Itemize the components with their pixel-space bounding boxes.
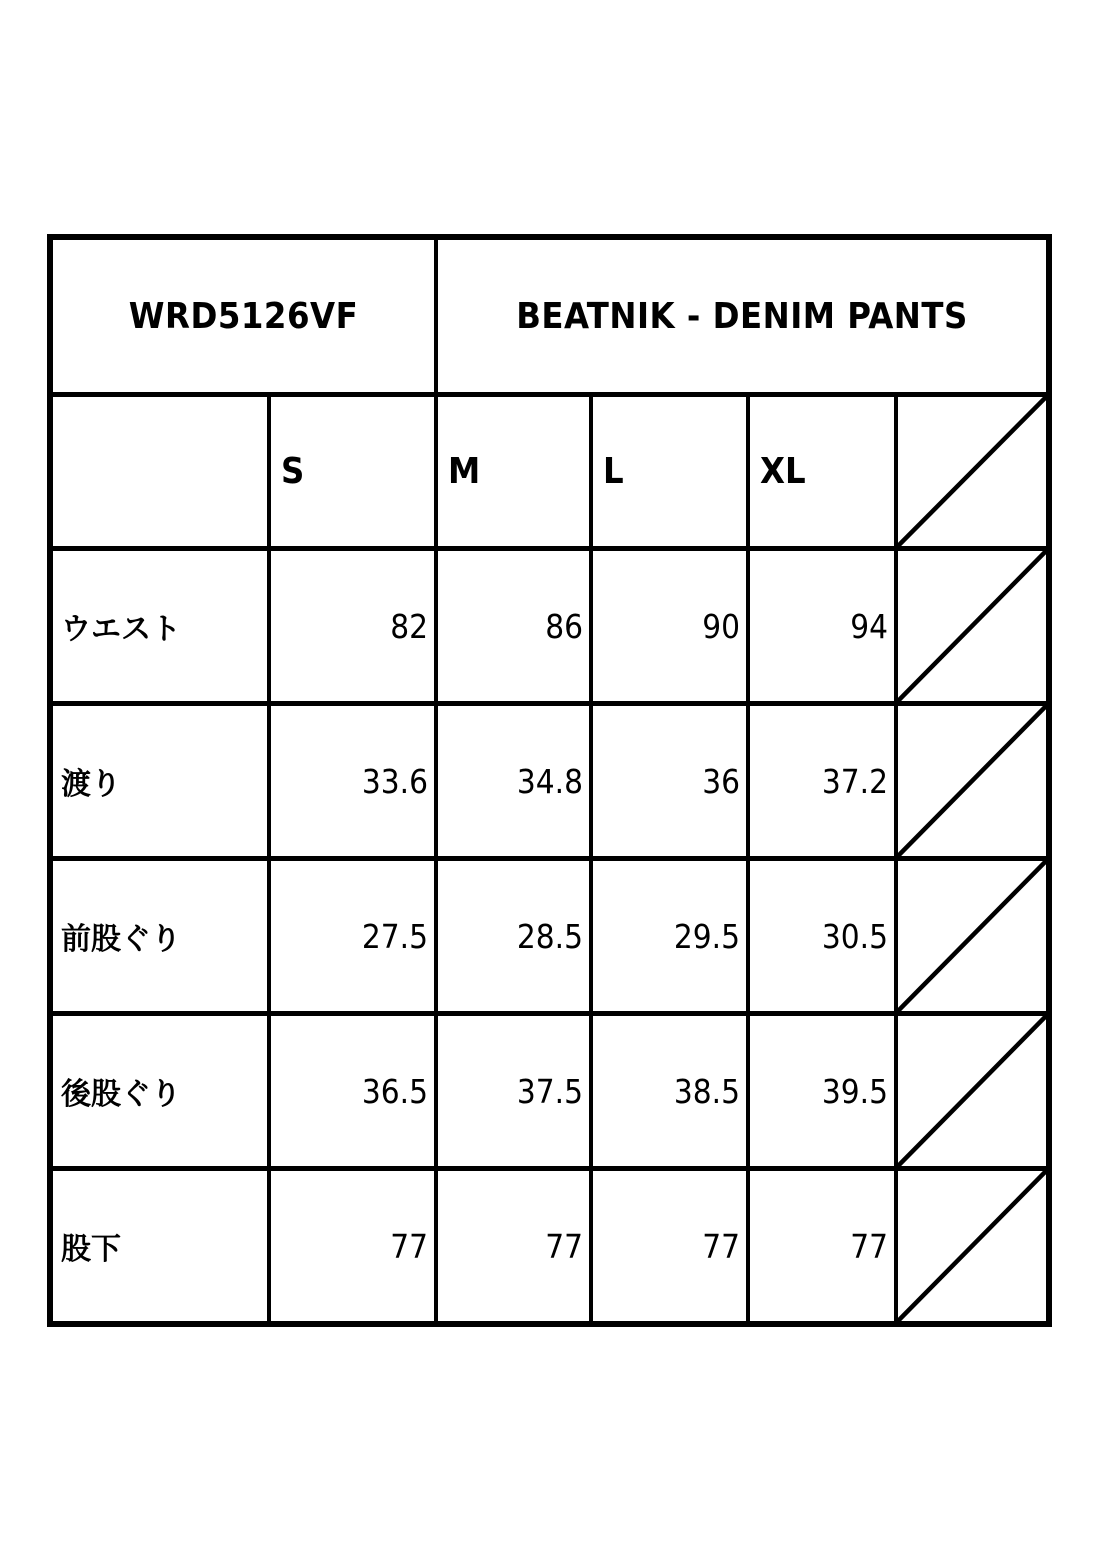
diagonal-slash-icon xyxy=(898,861,1046,1011)
measurement-value: 30.5 xyxy=(750,861,894,1011)
measurement-value: 38.5 xyxy=(593,1016,746,1166)
na-diagonal-cell xyxy=(898,861,1046,1011)
diagonal-slash-icon xyxy=(898,397,1046,546)
size-header-l: L xyxy=(593,397,746,546)
na-diagonal-cell xyxy=(898,397,1046,546)
diagonal-slash-icon xyxy=(898,706,1046,856)
measurement-value: 77 xyxy=(438,1171,589,1321)
measurement-value: 28.5 xyxy=(438,861,589,1011)
measurement-value: 29.5 xyxy=(593,861,746,1011)
diagonal-slash-icon xyxy=(898,1171,1046,1321)
row-label-waist: ウエスト xyxy=(53,551,267,701)
measurement-value: 77 xyxy=(271,1171,434,1321)
measurement-value: 82 xyxy=(271,551,434,701)
row-label-back-rise: 後股ぐり xyxy=(53,1016,267,1166)
measurement-value: 33.6 xyxy=(271,706,434,856)
na-diagonal-cell xyxy=(898,1016,1046,1166)
size-chart-table xyxy=(47,234,1052,1327)
measurement-value: 36.5 xyxy=(271,1016,434,1166)
measurement-value: 27.5 xyxy=(271,861,434,1011)
size-header-m: M xyxy=(438,397,589,546)
product-name-cell: BEATNIK - DENIM PANTS xyxy=(438,240,1046,392)
product-code-cell: WRD5126VF xyxy=(53,240,434,392)
measurement-value: 86 xyxy=(438,551,589,701)
measurement-value: 37.5 xyxy=(438,1016,589,1166)
row-label-inseam: 股下 xyxy=(53,1171,267,1321)
empty-corner-cell xyxy=(53,397,267,546)
diagonal-slash-icon xyxy=(898,1016,1046,1166)
row-label-thigh: 渡り xyxy=(53,706,267,856)
measurement-value: 34.8 xyxy=(438,706,589,856)
na-diagonal-cell xyxy=(898,1171,1046,1321)
na-diagonal-cell xyxy=(898,551,1046,701)
na-diagonal-cell xyxy=(898,706,1046,856)
size-header-s: S xyxy=(271,397,434,546)
measurement-value: 90 xyxy=(593,551,746,701)
measurement-value: 77 xyxy=(750,1171,894,1321)
measurement-value: 94 xyxy=(750,551,894,701)
diagonal-slash-icon xyxy=(898,551,1046,701)
measurement-value: 37.2 xyxy=(750,706,894,856)
measurement-value: 36 xyxy=(593,706,746,856)
measurement-value: 77 xyxy=(593,1171,746,1321)
size-header-xl: XL xyxy=(750,397,894,546)
row-label-front-rise: 前股ぐり xyxy=(53,861,267,1011)
measurement-value: 39.5 xyxy=(750,1016,894,1166)
